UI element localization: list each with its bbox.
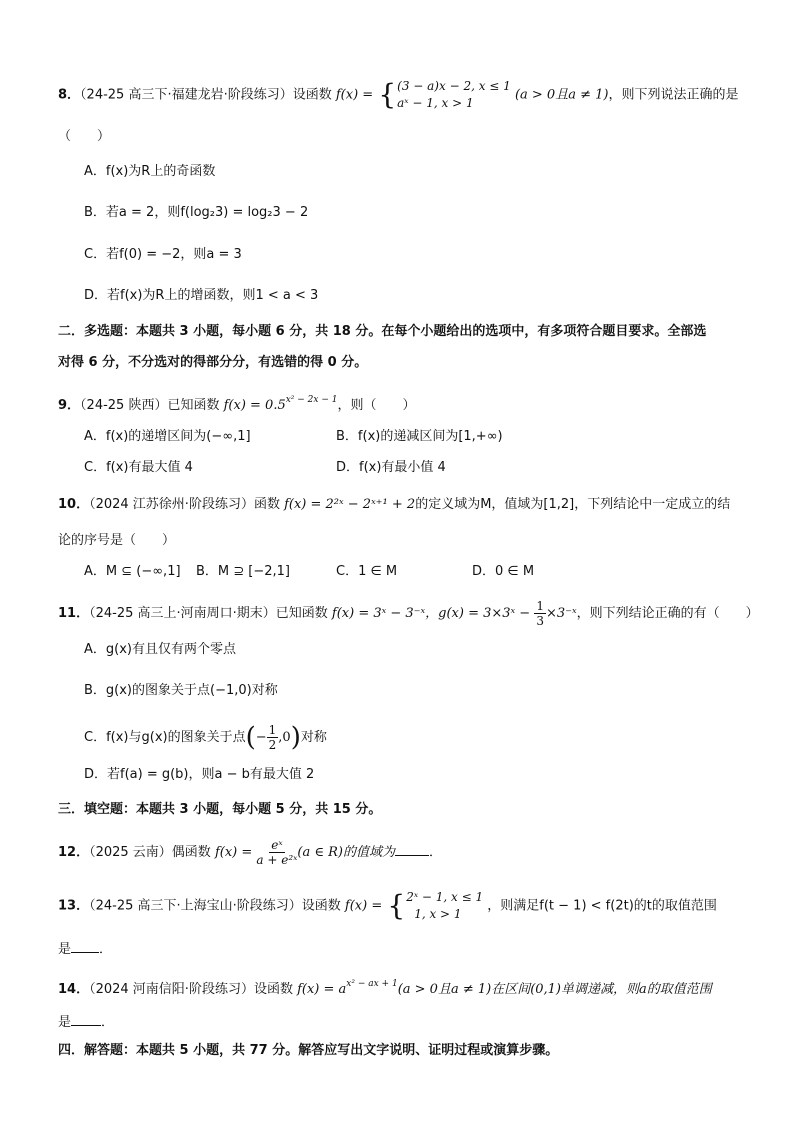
q12-function: f(x) =	[214, 845, 253, 860]
section2-heading-line1: 二．多选题：本题共 3 小题，每小题 6 分，共 18 分。在每个小题给出的选项中，有多项符合题目要求。全部选	[58, 324, 707, 339]
q8-tail: ，则下列说法正确的是	[608, 87, 739, 103]
q11-option-c-pt2: ,0	[278, 730, 291, 745]
q13-case-1: 2ˣ − 1, x ≤ 1	[406, 890, 484, 904]
q13-cases	[406, 889, 483, 923]
q12-stem	[58, 838, 442, 867]
q13-number: 13．	[58, 898, 90, 914]
q11-paren-close: )	[290, 722, 301, 753]
q13-tail: ，则满足f(t − 1) < f(2t)的t的取值范围	[487, 898, 717, 914]
q9-stem	[58, 390, 416, 416]
q12-source: （2025 云南）偶函数	[89, 845, 211, 860]
q11-option-c-post: 对称	[300, 730, 327, 745]
q10-number: 10．	[58, 497, 90, 512]
q13-answer-blank[interactable]	[71, 938, 99, 953]
q8-option-b: B．若a = 2，则f(log₂3) = log₂3 − 2	[84, 205, 309, 220]
q10-stem-line2: 论的序号是（ ）	[58, 533, 176, 548]
q14-line2	[58, 1011, 114, 1033]
q14-answer-blank[interactable]	[71, 1011, 101, 1026]
q14-exponent: x² − ax + 1	[346, 979, 398, 989]
section2-heading-line2: 对得 6 分，不分选对的得部分分，有选错的得 0 分。	[58, 355, 368, 370]
q8-brace: {	[378, 78, 397, 111]
q14-source: （2024 河南信阳·阶段练习）设函数	[89, 982, 293, 997]
q9-option-d: D．f(x)有最小值 4	[336, 460, 446, 475]
q8-cases	[397, 78, 511, 112]
q13-end: ．	[99, 942, 113, 957]
q12-tail: (a ∈ R)的值域为	[297, 845, 395, 860]
q10-option-b: B．M ⊇ [−2,1]	[196, 564, 291, 579]
q13-line2-text: 是	[58, 942, 72, 957]
q8-source: （24-25 高三下·福建龙岩·阶段练习）设函数	[80, 87, 332, 103]
q10-function: f(x) = 2²ˣ − 2ˣ⁺¹ + 2	[284, 497, 416, 512]
q11-option-c-minus: −	[255, 730, 267, 745]
q11-fraction-num: 1	[536, 599, 544, 613]
q8-case-1: (3 − a)x − 2, x ≤ 1	[397, 79, 511, 93]
q11-function-g: ，g(x) = 3×3ˣ −	[425, 606, 531, 621]
q8-function: f(x) =	[335, 87, 374, 103]
q12-fraction-num: eˣ	[271, 838, 283, 852]
q8-option-c: C．若f(0) = −2，则a = 3	[84, 247, 242, 262]
q8-stem	[58, 78, 738, 112]
q13-stem	[58, 889, 717, 923]
q8-answer-paren: （ ）	[58, 129, 111, 144]
q13-source: （24-25 高三下·上海宝山·阶段练习）设函数	[89, 898, 341, 914]
q11-option-c	[84, 723, 327, 752]
q10-source: （2024 江苏徐州·阶段练习）函数	[89, 497, 280, 512]
q13-function: f(x) =	[344, 898, 383, 914]
q11-stem	[58, 599, 759, 628]
q14-line2-text: 是	[58, 1015, 72, 1030]
q10-stem	[58, 495, 730, 515]
q14-number: 14．	[58, 982, 90, 997]
q11-option-c-fraction	[267, 723, 279, 752]
q11-option-c-frac-den: 2	[268, 738, 277, 752]
q12-fraction	[256, 838, 297, 867]
q10-middle: 的定义域为M，值域为[1,2]，下列结论中一定成立的结	[415, 497, 731, 512]
q14-tail: (a > 0且a ≠ 1)在区间(0,1)单调递减，则a的取值范围	[397, 982, 712, 997]
q11-option-d: D．若f(a) = g(b)，则a − b有最大值 2	[84, 767, 315, 782]
section4-heading: 四．解答题：本题共 5 小题，共 77 分。解答应写出文字说明、证明过程或演算步骤。	[58, 1043, 559, 1058]
q9-option-c: C．f(x)有最大值 4	[84, 460, 193, 475]
q10-option-d: D．0 ∈ M	[472, 564, 535, 579]
q9-number: 9．	[58, 398, 81, 413]
q14-stem	[58, 974, 712, 1000]
q8-case-2: aˣ − 1, x > 1	[397, 96, 474, 110]
q12-answer-blank[interactable]	[395, 841, 429, 856]
q14-function: f(x) = a	[297, 982, 347, 997]
q11-fraction	[534, 599, 546, 628]
q10-option-c: C．1 ∈ M	[336, 564, 398, 579]
section3-heading: 三．填空题：本题共 3 小题，每小题 5 分，共 15 分。	[58, 802, 382, 817]
q11-function-g-tail: ×3⁻ˣ	[545, 606, 577, 621]
q11-option-b: B．g(x)的图象关于点(−1,0)对称	[84, 683, 278, 698]
q11-number: 11．	[58, 606, 90, 621]
q13-brace: {	[387, 889, 406, 922]
q11-option-c-frac-num: 1	[268, 723, 277, 737]
q12-fraction-den: a + e²ˣ	[256, 853, 298, 867]
q8-option-d: D．若f(x)为R上的增函数，则1 < a < 3	[84, 288, 319, 303]
q8-condition: (a > 0且a ≠ 1)	[514, 87, 609, 103]
q9-source: （24-25 陕西）已知函数	[80, 398, 220, 413]
q11-option-c-pre: C．f(x)与g(x)的图象关于点	[84, 730, 246, 745]
q11-fraction-den: 3	[536, 614, 544, 628]
q8-number: 8．	[58, 87, 81, 103]
q8-option-a: A．f(x)为R上的奇函数	[84, 164, 216, 179]
q10-option-a: A．M ⊆ (−∞,1]	[84, 564, 181, 579]
q9-option-b: B．f(x)的递减区间为[1,+∞)	[336, 429, 503, 444]
q9-option-a: A．f(x)的递增区间为(−∞,1]	[84, 429, 251, 444]
q11-function-f: f(x) = 3ˣ − 3⁻ˣ	[331, 606, 426, 621]
q11-tail: ，则下列结论正确的有（ ）	[576, 606, 759, 621]
q11-paren-open: (	[245, 722, 256, 753]
q9-tail: ，则（ ）	[337, 398, 416, 413]
q13-case-2: 1, x > 1	[414, 907, 462, 921]
q12-number: 12．	[58, 845, 90, 860]
q9-exponent: x² − 2x − 1	[285, 395, 338, 405]
q12-end: ．	[429, 845, 443, 860]
q11-option-a: A．g(x)有且仅有两个零点	[84, 642, 236, 657]
q9-function: f(x) = 0.5	[223, 398, 286, 413]
q13-line2	[58, 938, 112, 960]
q14-end: ．	[101, 1015, 115, 1030]
q11-source: （24-25 高三上·河南周口·期末）已知函数	[89, 606, 328, 621]
